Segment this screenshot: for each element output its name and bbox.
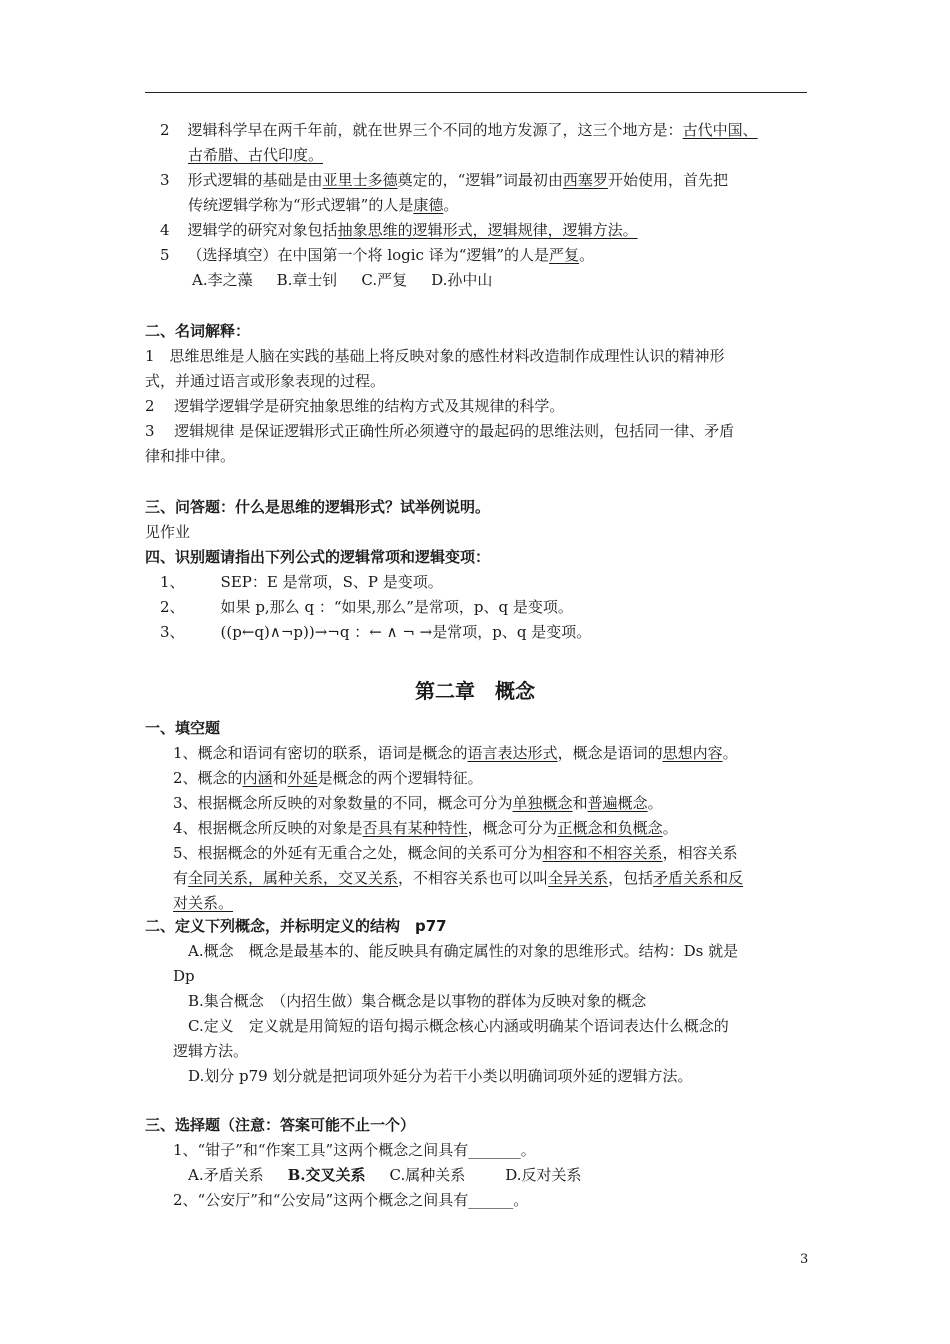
choice-q1-options bbox=[188, 1165, 582, 1185]
q3-answer-1: 亚里士多德 bbox=[322, 171, 398, 189]
q3-answer-2: 西塞罗 bbox=[562, 171, 608, 189]
q3-text-4: 传统逻辑学称为“形式逻辑”的人是 bbox=[188, 196, 414, 214]
ch2-sec1-title: 一、填空题 bbox=[145, 719, 221, 737]
term-1-line2: 式，并通过语言或形象表现的过程。 bbox=[145, 372, 386, 390]
ch2-q5-text-3: 有 bbox=[173, 869, 189, 887]
ch2-q2-text-1: 2、概念的 bbox=[173, 769, 243, 787]
q3-text-3: 开始使用，首先把 bbox=[607, 171, 728, 189]
q4-answer: 抽象思维的逻辑形式，逻辑规律，逻辑方法。 bbox=[337, 221, 638, 239]
def-d: D.划分 p79 划分就是把词项外延分为若干小类以明确词项外延的逻辑方法。 bbox=[188, 1067, 693, 1085]
ch2-sec3-title: 三、选择题（注意：答案可能不止一个） bbox=[145, 1116, 416, 1134]
ch2-q5-text-5: ，包括 bbox=[608, 869, 654, 887]
q5-line bbox=[160, 245, 594, 265]
sec4-item-3 bbox=[160, 622, 591, 642]
term-2: 2 逻辑学逻辑学是研究抽象思维的结构方式及其规律的科学。 bbox=[145, 397, 565, 415]
ch2-q3-text-1: 3、根据概念所反映的对象数量的不同，概念可分为 bbox=[173, 794, 513, 812]
ch2-q4-text-3: 。 bbox=[662, 819, 678, 837]
q5-answer: 严复 bbox=[549, 246, 580, 264]
ch2-q5-answer-2: 全同关系，属种关系，交叉关系 bbox=[188, 869, 399, 887]
q3-text-1: 形式逻辑的基础是由 bbox=[187, 171, 323, 189]
q2-answer-2: 古希腊、古代印度。 bbox=[188, 146, 324, 164]
sec4-item-1-text: SEP：E 是常项，S、P 是变项。 bbox=[220, 573, 443, 591]
ch2-q5-line1 bbox=[173, 843, 738, 863]
ch2-q4 bbox=[173, 818, 678, 838]
sec4-title: 四、识别题请指出下列公式的逻辑常项和逻辑变项： bbox=[145, 548, 491, 566]
ch2-sec2-title: 二、定义下列概念，并标明定义的结构 p77 bbox=[145, 917, 447, 935]
sec3-title: 三、问答题：什么是思维的逻辑形式？试举例说明。 bbox=[145, 498, 491, 516]
choice-q1-option-d: D.反对关系 bbox=[505, 1166, 582, 1184]
q5-option-a: A.李之藻 bbox=[192, 271, 253, 289]
q3-text-2: 奠定的，“逻辑”词最初由 bbox=[397, 171, 563, 189]
q4-text: 逻辑学的研究对象包括 bbox=[187, 221, 338, 239]
ch2-q3-text-2: 和 bbox=[572, 794, 588, 812]
sec4-item-3-num: 3、 bbox=[160, 623, 185, 641]
ch2-q4-text-1: 4、根据概念所反映的对象是 bbox=[173, 819, 363, 837]
ch2-q5-line2 bbox=[173, 868, 743, 888]
ch2-q5-answer-3: 全异关系 bbox=[548, 869, 609, 887]
ch2-q3-text-3: 。 bbox=[647, 794, 663, 812]
sec4-item-2-text: 如果 p,那么 q ：“如果,那么”是常项，p、q 是变项。 bbox=[220, 598, 573, 616]
ch2-q1 bbox=[173, 743, 738, 763]
ch2-q1-answer-2: 思想内容 bbox=[662, 744, 723, 762]
q5-options bbox=[192, 270, 492, 290]
ch2-q5-answer-1: 相容和不相容关系 bbox=[542, 844, 663, 862]
q4-number: 4 bbox=[160, 221, 170, 239]
q2-line2 bbox=[188, 145, 323, 165]
q5-option-b: B.章士钊 bbox=[276, 271, 338, 289]
ch2-q5-text-2: ，相容关系 bbox=[662, 844, 738, 862]
q4-line bbox=[160, 220, 638, 240]
ch2-q5-answer-5: 对关系。 bbox=[173, 894, 234, 912]
term-3-line1: 3 逻辑规律 是保证逻辑形式正确性所必须遵守的最起码的思维法则，包括同一律、矛盾 bbox=[145, 422, 735, 440]
q5-text-end: 。 bbox=[579, 246, 595, 264]
q2-number: 2 bbox=[160, 121, 170, 139]
choice-q1-option-c: C.属种关系 bbox=[389, 1166, 466, 1184]
q5-text: （选择填空）在中国第一个将 logic 译为“逻辑”的人是 bbox=[187, 246, 550, 264]
ch2-q5-text-1: 5、根据概念的外延有无重合之处，概念间的关系可分为 bbox=[173, 844, 543, 862]
ch2-q5-answer-4: 矛盾关系和反 bbox=[653, 869, 744, 887]
q3-answer-3: 康德 bbox=[413, 196, 444, 214]
choice-q2: 2、“公安厅”和“公安局”这两个概念之间具有______。 bbox=[173, 1191, 529, 1209]
q2-line1 bbox=[160, 120, 758, 140]
ch2-q1-text-1: 1、概念和语词有密切的联系，语词是概念的 bbox=[173, 744, 468, 762]
ch2-q1-text-2: ，概念是语词的 bbox=[557, 744, 663, 762]
def-c-line1: C.定义 定义就是用简短的语句揭示概念核心内涵或明确某个语词表达什么概念的 bbox=[188, 1017, 729, 1035]
chapter-2-title: 第二章 概念 bbox=[415, 679, 535, 703]
ch2-q3 bbox=[173, 793, 663, 813]
def-a-line1: A.概念 概念是最基本的、能反映具有确定属性的对象的思维形式。结构：Ds 就是 bbox=[188, 942, 739, 960]
ch2-q5-text-4: ，不相容关系也可以叫 bbox=[398, 869, 549, 887]
ch2-q2 bbox=[173, 768, 483, 788]
def-b: B.集合概念 （内招生做）集合概念是以事物的群体为反映对象的概念 bbox=[188, 992, 647, 1010]
def-a-line2: Dp bbox=[173, 967, 195, 985]
sec4-item-2-num: 2、 bbox=[160, 598, 185, 616]
q2-text: 逻辑科学早在两千年前，就在世界三个不同的地方发源了，这三个地方是： bbox=[187, 121, 683, 139]
ch2-q2-answer-1: 内涵 bbox=[242, 769, 273, 787]
ch2-q2-text-2: 和 bbox=[272, 769, 288, 787]
ch2-q3-answer-2: 普遍概念 bbox=[587, 794, 648, 812]
ch2-q2-text-3: 是概念的两个逻辑特征。 bbox=[317, 769, 483, 787]
term-3-line2: 律和排中律。 bbox=[145, 447, 236, 465]
sec2-title: 二、名词解释： bbox=[145, 322, 251, 340]
header-rule bbox=[145, 92, 807, 93]
ch2-q1-text-3: 。 bbox=[722, 744, 738, 762]
page-number: 3 bbox=[800, 1252, 809, 1267]
choice-q1: 1、“钳子”和“作案工具”这两个概念之间具有_______。 bbox=[173, 1141, 536, 1159]
q2-answer-1: 古代中国、 bbox=[682, 121, 758, 139]
ch2-q2-answer-2: 外延 bbox=[287, 769, 318, 787]
sec4-item-1 bbox=[160, 572, 443, 592]
sec4-item-2 bbox=[160, 597, 573, 617]
ch2-q3-answer-1: 单独概念 bbox=[512, 794, 573, 812]
q3-line1 bbox=[160, 170, 728, 190]
sec4-item-3-text: ((p←q)∧¬p))→¬q ：← ∧ ¬ →是常项，p、q 是变项。 bbox=[220, 623, 592, 641]
sec3-answer: 见作业 bbox=[145, 523, 191, 541]
choice-q1-option-a: A.矛盾关系 bbox=[188, 1166, 264, 1184]
q5-option-c: C.严复 bbox=[361, 271, 408, 289]
q5-option-d: D.孙中山 bbox=[431, 271, 493, 289]
sec4-item-1-num: 1、 bbox=[160, 573, 185, 591]
choice-q1-option-b: B.交叉关系 bbox=[287, 1166, 366, 1184]
ch2-q4-answer-1: 否具有某种特性 bbox=[362, 819, 468, 837]
q3-line2 bbox=[188, 195, 458, 215]
ch2-q1-answer-1: 语言表达形式 bbox=[467, 744, 558, 762]
ch2-q4-answer-2: 正概念和负概念 bbox=[557, 819, 663, 837]
def-c-line2: 逻辑方法。 bbox=[173, 1042, 249, 1060]
ch2-q4-text-2: ，概念可分为 bbox=[467, 819, 558, 837]
q5-number: 5 bbox=[160, 246, 170, 264]
q3-text-5: 。 bbox=[443, 196, 459, 214]
q3-number: 3 bbox=[160, 171, 170, 189]
ch2-q5-line3 bbox=[173, 893, 233, 913]
term-1-line1: 1 思维思维是人脑在实践的基础上将反映对象的感性材料改造制作成理性认识的精神形 bbox=[145, 347, 725, 365]
